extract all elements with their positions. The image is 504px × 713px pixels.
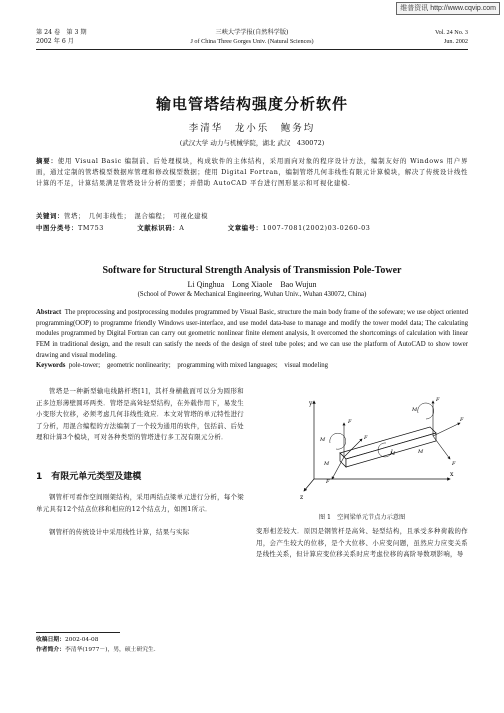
keywords-text: 管塔； 几何非线性； 混合编程； 可视化建模 <box>63 212 209 220</box>
authors: 李清华 龙小乐 鲍务均 <box>188 123 316 134</box>
abstract-text: 使用 Visual Basic 编制前、后处理模块，构成软件的主体结构，采用面向对象的程序设计方法，编制友好的 Windows 用户界面，通过定制的管塔模型数据库管理和修改模型数据；使用 Digital Fortran，编制管塔几何非线性有限元计算模块，解决了传统设计线性计算的不足，计算结果满足管塔设计分析的需要；并借助 AutoCAD 平台进行图形显示和可视化建模. <box>36 157 468 187</box>
affiliation: (武汉大学 动力与机械学院，湖北 武汉 430072) <box>179 139 325 147</box>
doc-code-label: 文献标识码： <box>137 224 180 232</box>
label-x: x <box>450 471 454 478</box>
header-volume: 第 24 卷 第 3 期 <box>36 29 87 36</box>
section-heading-1: 1 有限元单元类型及建模 <box>36 472 142 482</box>
label-fy1: F <box>348 419 352 425</box>
article-no-value: 1007-7081(2002)03-0260-03 <box>262 224 371 232</box>
label-mz2: M <box>418 449 424 455</box>
right-column-text: 变形相差较大．原因是钢管杆是高耸、轻型结构，且承受多种荷载的作用，会产生较大的位移，是个大位移、小应变问题，虽然应力应变关系是线性关系，但计算应变位移关系时应考虑位移的高阶导数项影响，导 <box>256 527 468 558</box>
classification-line <box>36 223 468 234</box>
section1-paragraph-2: 钢管杆的传统设计中采用线性计算，结果与实际 <box>49 528 190 536</box>
intro-paragraph: 管塔是一种新型输电线路杆塔[1]，其杆身横截面可以分为圆形和正多边形薄壁圆环两类．管塔是高耸轻型结构，在外载作用下，易发生小变形大位移，必须考虑几何非线性效应．本文对管塔的单元特性进行了分析，用混合编程的方法编制了一个较为通用的软件，包括前、后处理和计算3个模块，可对各种类型的管塔进行多工况有限元分析． <box>36 387 244 441</box>
footnote-author <box>36 646 160 655</box>
label-y: y <box>309 400 313 407</box>
header-right <box>435 28 468 46</box>
english-authors: Li Qinghua Long Xiaole Bao Wujun <box>187 280 317 289</box>
label-fz1: F <box>326 479 330 485</box>
paper-title: 输电管塔结构强度分析软件 <box>155 95 348 113</box>
keywords-en-text: pole-tower; geometric nonlinearity; programming with mixed languages; visual modeling <box>68 362 329 369</box>
section1-paragraph-1: 钢管杆可看作空间刚架结构，采用两结点梁单元进行分析，每个梁单元具有12个结点位移和相应的12个结点力，如图1所示． <box>36 493 244 513</box>
label-mx1: M <box>320 437 326 443</box>
z-axis <box>304 479 314 491</box>
keywords-zh <box>36 211 468 222</box>
abstract-en-text: The preprocessing and postprocessing modules programmed by Visual Basic, structure the main body frame of the sofeware; we use object oriented programming(OOP) to programme friendly Windows user-interface, and use model data-base to manage and modify the tower model data; The calculating modules programmed by Digital Fortran can carry out geometric nonlinear finite element analysis, It overcomed the shortcomings of calculation with linear FEM in traditional design, and the result can satisfy the needs of the design of steel tube poles; and we can use the platform of AutoCAD to show tower drawing and visual modeling. <box>36 309 468 359</box>
label-mx2: M <box>390 451 396 457</box>
footnote-received <box>36 636 98 645</box>
force-x2 <box>433 423 460 436</box>
label-fx2: F <box>460 417 464 423</box>
header-rule <box>36 49 468 50</box>
journal-name-zh: 三峡大学学报(自然科学版) <box>215 29 289 36</box>
received-label: 收稿日期： <box>36 637 65 643</box>
abstract-zh <box>36 156 468 189</box>
keywords-label: 关键词： <box>36 212 64 220</box>
english-affiliation: (School of Power & Mechanical Engineering, Wuhan Univ., Wuhan 430072, China) <box>137 291 367 298</box>
moment-1 <box>330 433 346 449</box>
label-mz1: M <box>324 461 330 467</box>
force-z2 <box>433 436 450 459</box>
abstract-en <box>36 308 468 362</box>
article-no-label: 文章编号： <box>227 224 263 232</box>
header-volume-en: Vol. 24 No. 3 <box>434 29 468 36</box>
abstract-en-label: Abstract <box>36 309 62 316</box>
figure-caption: 图 1 空间梁单元节点力示意图 <box>318 514 406 521</box>
author-bio: 李清华(1977－)，男，硕士研究生． <box>65 647 160 653</box>
moment-2 <box>418 403 434 419</box>
doc-code-value: A <box>179 224 185 232</box>
header-date: 2002 年 6 月 <box>36 38 74 45</box>
received-date: 2002-04-08 <box>65 637 99 643</box>
label-fz2: F <box>452 461 456 467</box>
beam-element-figure <box>300 383 470 501</box>
label-fx1: F <box>364 435 368 441</box>
clc-value: TM753 <box>77 224 104 232</box>
keywords-en <box>36 361 468 371</box>
keywords-en-label: Keywords <box>36 362 66 369</box>
english-title: Software for Structural Strength Analysis of Transmission Pole-Tower <box>102 265 402 276</box>
header-center <box>0 28 504 46</box>
force-z1 <box>332 457 344 479</box>
label-fy2: F <box>436 397 440 403</box>
label-z: z <box>300 494 304 501</box>
author-bio-label: 作者简介： <box>36 647 65 653</box>
journal-name-en: J of China Three Gorges Univ. (Natural Sciences) <box>190 38 314 45</box>
footnote-rule <box>36 632 120 633</box>
header-date-en: Jun. 2002 <box>443 38 468 45</box>
abstract-label: 摘要： <box>36 157 58 165</box>
clc-label: 中图分类号： <box>36 224 78 232</box>
watermark: 维普资讯 http://www.cqvip.com <box>396 2 500 15</box>
label-my2: M <box>412 407 418 413</box>
